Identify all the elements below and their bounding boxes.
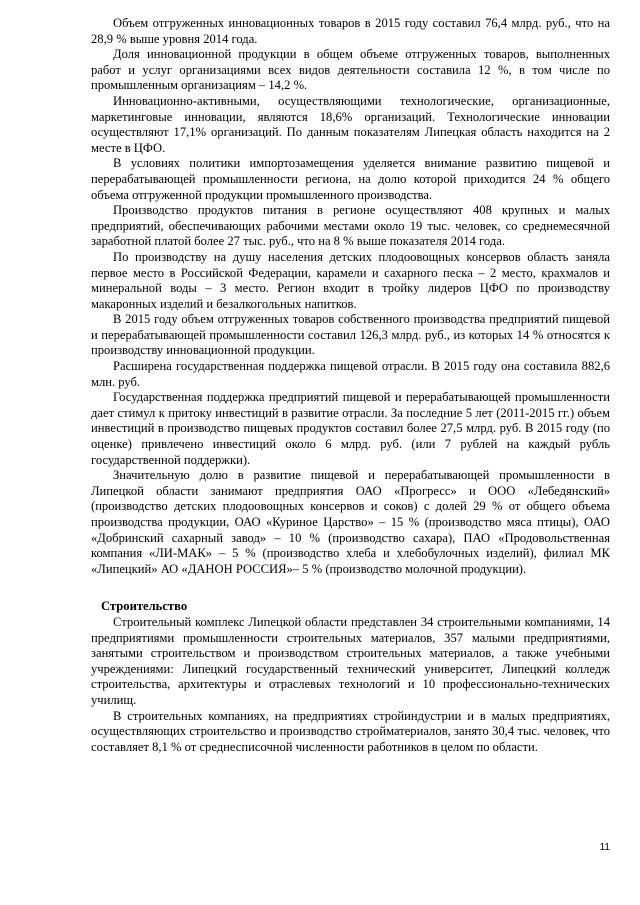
paragraph-import-substitution: В условиях политики импортозамещения уделяется внимание развитию пищевой и перерабатывающей промышленности региона, на долю которой приходится 24 % общего объема отгруженной продукции промышленного производства. bbox=[91, 156, 610, 202]
section-heading-construction: Строительство bbox=[101, 599, 188, 614]
paragraph-investment-inflow: Государственная поддержка предприятий пищевой и перерабатывающей промышленности дает стимул к притоку инвестиций в развитие отрасли. За последние 5 лет (2011-2015 гг.) объем инвестиций в производство пищевых продуктов составил более 27,5 млрд. руб. В 2015 году (по оценке) привлечено инвестиций около 6 млрд. руб. (или 7 рублей на каждый рубль государственной поддержки). bbox=[91, 390, 610, 467]
paragraph-innovative-share: Доля инновационной продукции в общем объеме отгруженных товаров, выполненных работ и услуг организациями всех видов деятельности составила 12 %, в том числе по промышленным организациям – 14,2 %. bbox=[91, 47, 610, 93]
paragraph-construction-employment: В строительных компаниях, на предприятиях стройиндустрии и в малых предприятиях, осуществляющих строительство и производство стройматериалов, занято 30,4 тыс. человек, что составляет 8,1 % от среднесписочной численности работников в целом по области. bbox=[91, 708, 610, 754]
paragraph-innovative-goods-volume: Объем отгруженных инновационных товаров в 2015 году составил 76,4 млрд. руб., что на 28,9 % выше уровня 2014 года. bbox=[91, 16, 610, 46]
paragraph-construction-complex: Строительный комплекс Липецкой области представлен 34 строительными компаниями, 14 предприятиями промышленности строительных материалов, 357 малыми предприятиями, занятыми строительством и производством строительных материалов, а также учебными учреждениями: Липецкий государственный технический университет, Липецкий колледж строительства, архитектуры и отраслевых технологий и 10 профессионально-технических училищ. bbox=[91, 614, 610, 707]
document-page bbox=[91, 16, 610, 755]
paragraph-innovation-active-organizations: Инновационно-активными, осуществляющими технологические, организационные, маркетинговые инновации, являются 18,6% организаций. Технологические инновации осуществляют 17,1% организаций. По данным показателям Липецкая область находится на 2 месте в ЦФО. bbox=[91, 93, 610, 155]
paragraph-food-production-enterprises: Производство продуктов питания в регионе осуществляют 408 крупных и малых предприятий, обеспечивающих рабочими местами около 19 тыс. человек, со среднемесячной заработной платой более 27 тыс. руб., что на 8 % выше показателя 2014 года. bbox=[91, 203, 610, 249]
section-spacer bbox=[91, 577, 610, 599]
paragraph-per-capita-ranking: По производству на душу населения детских плодоовощных консервов область заняла первое место в Российской Федерации, карамели и сахарного песка – 2 место, крахмалов и минеральной воды – 3 место. Регион входит в тройку лидеров ЦФО по производству макаронных изделий и безалкогольных напитков. bbox=[91, 249, 610, 311]
page-number: 11 bbox=[599, 842, 610, 853]
paragraph-food-industry-shipments: В 2015 году объем отгруженных товаров собственного производства предприятий пищевой и перерабатывающей промышленности составил 126,3 млрд. руб., из которых 14 % относятся к производству инновационной продукции. bbox=[91, 312, 610, 358]
paragraph-major-enterprises: Значительную долю в развитие пищевой и перерабатывающей промышленности в Липецкой области занимают предприятия ОАО «Прогресс» и ООО «Лебедянский» (производство детских плодоовощных консервов и соков) с долей 29 % от общего объема производства продукции, ОАО «Куриное Царство» – 15 % (производство мяса птицы), ОАО «Добринский сахарный завод» – 10 % (производство сахара), ПАО «Продовольственная компания «ЛИ-МАК» – 5 % (производство хлеба и хлебобулочных изделий), филиал МК «Липецкий» АО «ДАНОН РОССИЯ»– 5 % (производство молочной продукции). bbox=[91, 468, 610, 576]
paragraph-state-support: Расширена государственная поддержка пищевой отрасли. В 2015 году она составила 882,6 млн. руб. bbox=[91, 359, 610, 389]
